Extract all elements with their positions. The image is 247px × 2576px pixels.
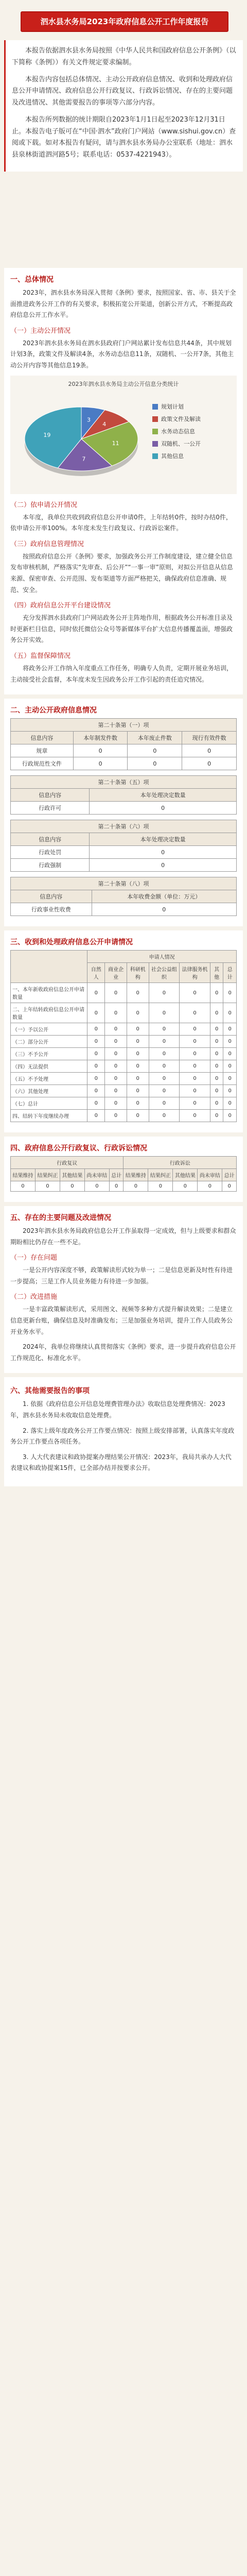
paragraph: 将政务公开工作纳入年度重点工作任务，明确专人负责，定期开展业务培训，主动接受社会监督，本年度未发生因政务公开工作引起的责任追究情况。 bbox=[10, 664, 233, 683]
paragraph: 充分发挥泗水县政府门户网站政务公开主阵地作用，根据政务公开标准目录及时更新栏目信息，同时依托微信公众号等新媒体平台扩大信息传播覆盖面，增强政务公开实效。 bbox=[10, 614, 233, 644]
column-header: 结果维持 bbox=[123, 1169, 148, 1181]
table-cell: 0 bbox=[222, 1181, 237, 1192]
table-cell: 0 bbox=[180, 1085, 210, 1097]
table-cell: 0 bbox=[180, 1036, 210, 1048]
table-cell: 0 bbox=[210, 1036, 223, 1048]
title-bar bbox=[0, 0, 247, 40]
table-cell: 0 bbox=[92, 903, 236, 916]
table-row bbox=[11, 757, 237, 770]
table-row bbox=[11, 1060, 237, 1073]
section-heading: 三、收到和处理政府信息公开申请情况 bbox=[10, 938, 133, 947]
table-cell: 0 bbox=[210, 1085, 223, 1097]
table-cell: 0 bbox=[223, 1110, 237, 1122]
table-cell: 0 bbox=[223, 1036, 237, 1048]
applications-table bbox=[10, 950, 237, 1122]
table-cell: 0 bbox=[11, 1181, 36, 1192]
table-cell: 0 bbox=[223, 1073, 237, 1085]
paragraph: 一是丰富政策解读形式，采用图文、视频等多种方式提升解读效果；二是建立信息更新台账，确保信息及时准确发布；三是加强业务培训，提升工作人员政务公开业务水平。 bbox=[10, 1306, 233, 1335]
table-cell: 行政事业性收费 bbox=[11, 903, 92, 916]
table-cell: 0 bbox=[223, 983, 237, 1003]
column-header: 信息内容 bbox=[11, 789, 90, 802]
row-label: （一）予以公开 bbox=[11, 1023, 87, 1036]
legend-swatch bbox=[152, 416, 158, 422]
column-header: 本年废止件数 bbox=[128, 732, 182, 744]
column-header: 现行有效件数 bbox=[182, 732, 237, 744]
table-cell: 0 bbox=[105, 1048, 127, 1060]
table-cell: 0 bbox=[123, 1181, 148, 1192]
legend-label: 双随机、一公开 bbox=[161, 440, 201, 447]
legend-swatch bbox=[152, 453, 158, 459]
paragraph: 一是公开内容深度不够，政策解读形式较为单一；二是信息更新及时性有待进一步提高；三是工作人员业务能力有待进一步加强。 bbox=[10, 1266, 233, 1285]
column-header: 信息内容 bbox=[11, 833, 90, 846]
table-cell: 0 bbox=[180, 1097, 210, 1110]
table-cell: 行政许可 bbox=[11, 802, 90, 815]
table-cell: 0 bbox=[180, 1110, 210, 1122]
legend-label: 其他信息 bbox=[161, 452, 184, 460]
table-row bbox=[11, 1085, 237, 1097]
table-cell: 行政规范性文件 bbox=[11, 757, 74, 770]
paragraph: 2024年，我单位将继续认真贯彻落实《条例》要求，进一步提升政府信息公开工作规范化、标准化水平。 bbox=[10, 1343, 236, 1362]
column-header: 其他结果 bbox=[173, 1169, 198, 1181]
table-cell: 0 bbox=[87, 1110, 105, 1122]
table-header: 申请人情况 bbox=[87, 951, 237, 963]
column-header: 其他 bbox=[210, 963, 223, 983]
intro-box bbox=[4, 40, 243, 172]
table-cell: 0 bbox=[149, 1085, 180, 1097]
table-row bbox=[11, 1003, 237, 1023]
column-header: 本年处理决定数量 bbox=[90, 789, 237, 802]
column-header: 总计 bbox=[109, 1169, 123, 1181]
column-header: 社会公益组织 bbox=[149, 963, 180, 983]
table-cell: 0 bbox=[105, 1023, 127, 1036]
table-header: 行政诉讼 bbox=[123, 1157, 237, 1169]
table-cell: 0 bbox=[223, 1060, 237, 1073]
table-row bbox=[11, 859, 237, 872]
table-cell: 0 bbox=[73, 757, 128, 770]
table-cell: 0 bbox=[87, 1073, 105, 1085]
table-cell: 规章 bbox=[11, 744, 74, 757]
table-header: 第二十条第（八）项 bbox=[11, 877, 237, 890]
column-header: 科研机构 bbox=[127, 963, 149, 983]
table-row bbox=[11, 1023, 237, 1036]
table-cell: 0 bbox=[105, 1085, 127, 1097]
table-cell: 0 bbox=[180, 1073, 210, 1085]
table-cell: 0 bbox=[128, 744, 182, 757]
table-row bbox=[11, 802, 237, 815]
table-cell: 0 bbox=[180, 1048, 210, 1060]
pie-value-label: 7 bbox=[82, 455, 86, 462]
table-cell: 0 bbox=[87, 1097, 105, 1110]
row-label: （六）其他处理 bbox=[11, 1085, 87, 1097]
table-cell: 行政处罚 bbox=[11, 846, 90, 859]
legend-label: 政策文件及解读 bbox=[161, 415, 201, 422]
table-header: 第二十条第（一）项 bbox=[11, 719, 237, 732]
table-cell: 0 bbox=[149, 1003, 180, 1023]
table-header: 行政复议 bbox=[11, 1157, 123, 1169]
table-cell: 0 bbox=[127, 1023, 149, 1036]
table-cell: 0 bbox=[149, 1036, 180, 1048]
table-row bbox=[11, 744, 237, 757]
column-header-row bbox=[11, 1169, 237, 1181]
table-cell: 0 bbox=[35, 1181, 60, 1192]
table-cell: 0 bbox=[198, 1181, 222, 1192]
column-header: 本年收费金额（单位：万元） bbox=[92, 890, 236, 903]
row-label: 四、结转下年度继续办理 bbox=[11, 1110, 87, 1122]
column-header: 信息内容 bbox=[11, 732, 74, 744]
table-cell: 0 bbox=[210, 1060, 223, 1073]
section-problems bbox=[4, 1206, 243, 1373]
table-cell: 0 bbox=[210, 1097, 223, 1110]
page-title: 泗水县水务局2023年政府信息公开工作年度报告 bbox=[40, 17, 209, 26]
table-cell: 0 bbox=[87, 1048, 105, 1060]
subsection-heading: （一）存在问题 bbox=[10, 1254, 58, 1262]
table-item-8 bbox=[10, 877, 237, 916]
column-header: 信息内容 bbox=[11, 890, 92, 903]
table-cell: 0 bbox=[210, 1023, 223, 1036]
table-cell: 0 bbox=[109, 1181, 123, 1192]
column-header: 尚未审结 bbox=[84, 1169, 109, 1181]
table-cell: 0 bbox=[73, 744, 128, 757]
table-row bbox=[11, 1073, 237, 1085]
column-header: 商业企业 bbox=[105, 963, 127, 983]
table-cell: 0 bbox=[149, 983, 180, 1003]
legend-label: 水务动态信息 bbox=[161, 428, 195, 435]
table-cell: 0 bbox=[180, 983, 210, 1003]
table-row bbox=[11, 1048, 237, 1060]
table-cell: 0 bbox=[127, 1097, 149, 1110]
table-cell: 0 bbox=[105, 1060, 127, 1073]
section-applications bbox=[4, 930, 243, 1132]
section-review-litigation bbox=[4, 1137, 243, 1202]
pie-value-label: 19 bbox=[43, 431, 51, 438]
subsection-heading: （五）监督保障情况 bbox=[10, 652, 71, 660]
table-cell: 0 bbox=[223, 1048, 237, 1060]
intro-section bbox=[0, 40, 247, 172]
section-heading: 四、政府信息公开行政复议、行政诉讼情况 bbox=[10, 1144, 147, 1153]
table-cell: 0 bbox=[127, 1003, 149, 1023]
pie-chart-container bbox=[10, 376, 237, 494]
table-row bbox=[11, 1097, 237, 1110]
section-heading: 二、主动公开政府信息情况 bbox=[10, 706, 97, 715]
section-heading: 一、总体情况 bbox=[10, 276, 54, 284]
column-header: 本年制发件数 bbox=[73, 732, 128, 744]
subsection-heading: （四）政府信息公开平台建设情况 bbox=[10, 602, 111, 610]
table-cell: 0 bbox=[127, 1048, 149, 1060]
title-box bbox=[21, 11, 228, 32]
row-label: 一、本年新收政府信息公开申请数量 bbox=[11, 983, 87, 1003]
table-cell: 0 bbox=[127, 1085, 149, 1097]
table-row bbox=[11, 1036, 237, 1048]
column-header: 尚未审结 bbox=[198, 1169, 222, 1181]
table-cell: 0 bbox=[105, 1110, 127, 1122]
table-cell: 0 bbox=[105, 1036, 127, 1048]
row-label: 二、上年结转政府信息公开申请数量 bbox=[11, 1003, 87, 1023]
section-heading: 五、存在的主要问题及改进情况 bbox=[10, 1214, 111, 1223]
section-other bbox=[4, 1377, 243, 1486]
table-cell: 0 bbox=[223, 1023, 237, 1036]
table-cell: 0 bbox=[173, 1181, 198, 1192]
table-cell: 0 bbox=[90, 802, 237, 815]
paragraph: 1. 依据《政府信息公开信息处理费管理办法》收取信息处理费情况：2023年，泗水县水务局未收取信息处理费。 bbox=[10, 1400, 225, 1419]
column-header: 本年处理决定数量 bbox=[90, 833, 237, 846]
table-cell: 0 bbox=[210, 983, 223, 1003]
intro-paragraph-1: 本报告依据泗水县水务局按照《中华人民共和国政府信息公开条例》（以下简称《条例》）有关文件规定要求编制。 bbox=[12, 47, 236, 66]
table-cell: 0 bbox=[90, 859, 237, 872]
table-cell: 0 bbox=[105, 983, 127, 1003]
table-header: 第二十条第（六）项 bbox=[11, 820, 237, 833]
paragraph: 2023年泗水县水务局在泗水县政府门户网站累计发布信息共44条，其中规划计划3条，政策文件及解读4条，水务动态信息11条，双随机、一公开7条，其他主动公开内容等其他信息19条。 bbox=[10, 339, 234, 369]
table-cell: 0 bbox=[149, 1023, 180, 1036]
section-proactive-disclosure bbox=[4, 699, 243, 926]
table-cell: 0 bbox=[128, 757, 182, 770]
section-overview bbox=[4, 268, 243, 694]
table-corner-cell bbox=[11, 951, 87, 983]
table-cell: 0 bbox=[210, 1048, 223, 1060]
table-row bbox=[11, 983, 237, 1003]
column-header: 其他结果 bbox=[60, 1169, 84, 1181]
table-cell: 0 bbox=[84, 1181, 109, 1192]
table-row bbox=[11, 1181, 237, 1192]
table-cell: 行政强制 bbox=[11, 859, 90, 872]
table-header: 第二十条第（五）项 bbox=[11, 776, 237, 789]
table-cell: 0 bbox=[127, 1110, 149, 1122]
table-cell: 0 bbox=[90, 846, 237, 859]
table-cell: 0 bbox=[148, 1181, 173, 1192]
column-header: 结果纠正 bbox=[35, 1169, 60, 1181]
column-header: 自然人 bbox=[87, 963, 105, 983]
subsection-heading: （二）依申请公开情况 bbox=[10, 501, 78, 509]
table-cell: 0 bbox=[87, 983, 105, 1003]
table-row bbox=[11, 846, 237, 859]
paragraph: 2023年泗水县水务局政府信息公开工作虽取得一定成效，但与上级要求和群众期盼相比仍存在一些不足。 bbox=[10, 1227, 236, 1246]
intro-paragraph-2: 本报告内容包括总体情况、主动公开政府信息情况、收到和处理政府信息公开申请情况、政府信息公开行政复议、行政诉讼情况、存在的主要问题及改进情况、其他需要报告的事项等六部分内容。 bbox=[12, 75, 233, 107]
section-heading: 六、其他需要报告的事项 bbox=[10, 1387, 90, 1396]
subsection-heading: （二）改进措施 bbox=[10, 1293, 58, 1301]
table-cell: 0 bbox=[210, 1003, 223, 1023]
table-cell: 0 bbox=[223, 1003, 237, 1023]
paragraph: 2023年，泗水县水务局深入贯彻《条例》要求，按照国家、省、市、县关于全面推进政务公开工作的有关要求，积极拓宽公开渠道，创新公开方式，不断提高政府信息公开工作水平。 bbox=[10, 289, 236, 319]
column-header: 结果维持 bbox=[11, 1169, 36, 1181]
table-cell: 0 bbox=[127, 1073, 149, 1085]
table-cell: 0 bbox=[210, 1110, 223, 1122]
table-cell: 0 bbox=[223, 1097, 237, 1110]
column-header: 总计 bbox=[222, 1169, 237, 1181]
table-cell: 0 bbox=[87, 1003, 105, 1023]
table-cell: 0 bbox=[180, 1060, 210, 1073]
column-header: 总计 bbox=[223, 963, 237, 983]
pie-value-label: 4 bbox=[102, 420, 107, 428]
table-cell: 0 bbox=[223, 1085, 237, 1097]
table-cell: 0 bbox=[60, 1181, 84, 1192]
legend-swatch bbox=[152, 429, 158, 434]
column-header: 结果纠正 bbox=[148, 1169, 173, 1181]
pie-value-label: 3 bbox=[87, 416, 91, 423]
subsection-heading: （一）主动公开情况 bbox=[10, 327, 71, 335]
pie-value-label: 11 bbox=[112, 439, 119, 447]
table-item-6 bbox=[10, 820, 237, 872]
table-cell: 0 bbox=[182, 757, 237, 770]
table-cell: 0 bbox=[87, 1036, 105, 1048]
review-litigation-table bbox=[10, 1156, 237, 1192]
subsection-heading: （三）政府信息管理情况 bbox=[10, 540, 84, 548]
table-cell: 0 bbox=[105, 1003, 127, 1023]
table-cell: 0 bbox=[149, 1097, 180, 1110]
table-row bbox=[11, 903, 237, 916]
table-cell: 0 bbox=[127, 1036, 149, 1048]
legend-swatch bbox=[152, 404, 158, 410]
table-cell: 0 bbox=[87, 1085, 105, 1097]
pie-chart bbox=[14, 390, 231, 488]
report-content bbox=[0, 268, 247, 1486]
row-label: （三）不予公开 bbox=[11, 1048, 87, 1060]
table-cell: 0 bbox=[87, 1023, 105, 1036]
paragraph: 本年度，我单位共收到政府信息公开申请0件，上年结转0件，按时办结0件，依申请公开率100%。本年度未发生行政复议、行政诉讼案件。 bbox=[10, 513, 232, 532]
legend-swatch bbox=[152, 441, 158, 447]
table-cell: 0 bbox=[149, 1048, 180, 1060]
table-cell: 0 bbox=[182, 744, 237, 757]
table-cell: 0 bbox=[180, 1003, 210, 1023]
legend-label: 规划计划 bbox=[161, 403, 184, 410]
table-item-1 bbox=[10, 718, 237, 770]
row-label: （七）总计 bbox=[11, 1097, 87, 1110]
table-cell: 0 bbox=[127, 1060, 149, 1073]
table-cell: 0 bbox=[127, 983, 149, 1003]
row-label: （二）部分公开 bbox=[11, 1036, 87, 1048]
table-item-5 bbox=[10, 775, 237, 815]
intro-paragraph-3: 本报告所列数据的统计期限自2023年1月1日起至2023年12月31日止。本报告电子版可在“中国·泗水”政府门户网站（www.sishui.gov.cn）查阅或下载。如对本报告有疑问，请与泗水县水务局办公室联系（地址：泗水县泉林街道泗河路5号；联系电话：0537-4221943）。 bbox=[12, 115, 236, 159]
table-cell: 0 bbox=[105, 1097, 127, 1110]
table-cell: 0 bbox=[149, 1073, 180, 1085]
chart-title: 2023年泗水县水务局主动公开信息分类统计 bbox=[68, 380, 179, 387]
table-cell: 0 bbox=[149, 1060, 180, 1073]
row-label: （四）无法提供 bbox=[11, 1060, 87, 1073]
table-cell: 0 bbox=[180, 1023, 210, 1036]
paragraph: 2. 落实上级年度政务公开工作要点情况：按照上级安排部署，认真落实年度政务公开工作要点各项任务。 bbox=[10, 1427, 235, 1446]
paragraph: 3. 人大代表建议和政协提案办理结果公开情况：2023年，我局共承办人大代表建议和政协提案15件，已全部办结并按要求公开。 bbox=[10, 1453, 232, 1472]
table-cell: 0 bbox=[210, 1073, 223, 1085]
paragraph: 按照政府信息公开《条例》要求，加强政务公开工作制度建设，建立健全信息发布审核机制，严格落实“先审查、后公开”“一事一审”原则，对拟公开信息从信息来源、保密审查、公开范围、发布渠道等方面严格把关，确保政府信息准确、规范、安全。 bbox=[10, 552, 233, 594]
table-cell: 0 bbox=[87, 1060, 105, 1073]
table-row bbox=[11, 1110, 237, 1122]
row-label: （五）不予处理 bbox=[11, 1073, 87, 1085]
column-header: 法律服务机构 bbox=[180, 963, 210, 983]
table-cell: 0 bbox=[105, 1073, 127, 1085]
table-cell: 0 bbox=[149, 1110, 180, 1122]
